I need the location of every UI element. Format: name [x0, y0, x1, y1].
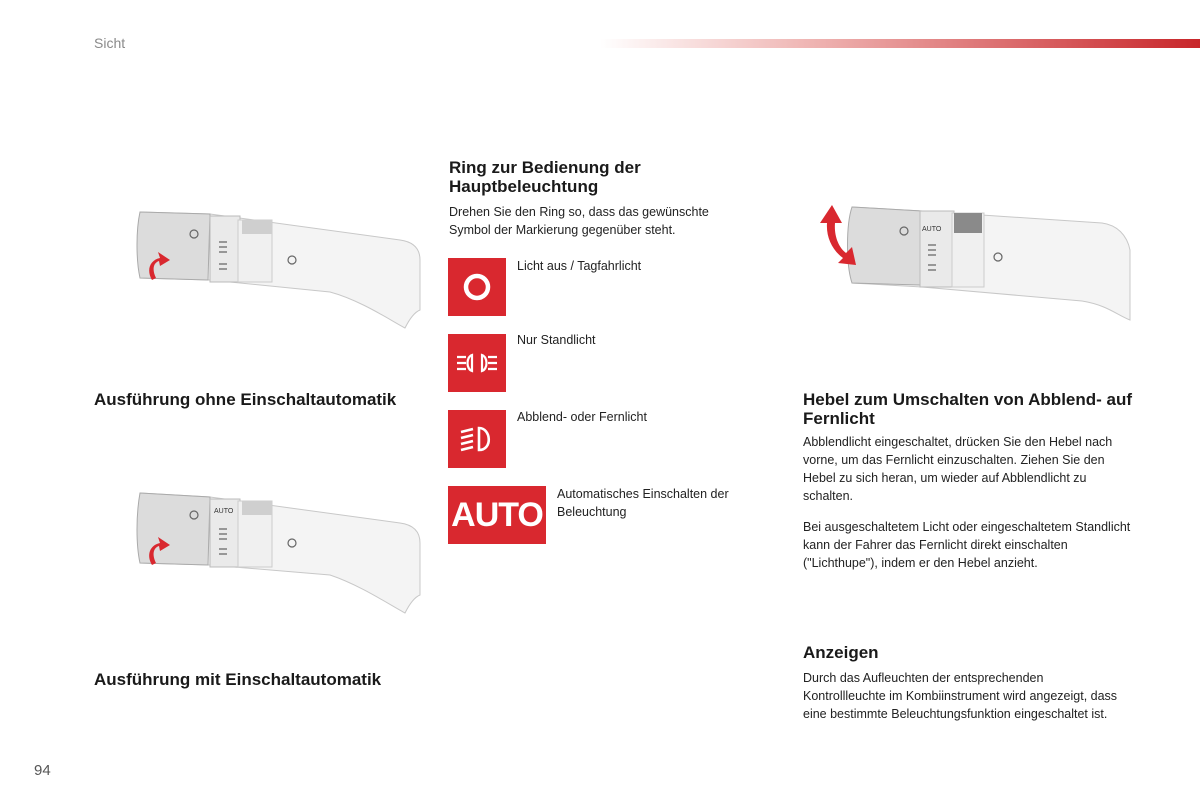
- lights-off-symbol: [448, 258, 506, 316]
- page-number: 94: [34, 762, 51, 779]
- lights-off-label: Licht aus / Tagfahrlicht: [517, 259, 642, 273]
- heading-without-auto: Ausführung ohne Einschaltautomatik: [94, 390, 397, 409]
- section-title: Sicht: [94, 35, 126, 51]
- ring-section-description: Drehen Sie den Ring so, dass das gewünschte Symbol der Markierung gegenüber steht.: [449, 205, 709, 237]
- indicators-paragraph: Durch das Aufleuchten der entsprechenden Kontrollleuchte im Kombiinstrument wird angezeigt, dass eine bestimmte Beleuchtungsfunktion eingeschaltet ist.: [803, 671, 1118, 721]
- lights-off-icon: [457, 267, 497, 307]
- auto-mark: AUTO: [922, 226, 942, 233]
- parking-light-icon: [453, 343, 501, 383]
- indicators-heading: Anzeigen: [803, 643, 879, 662]
- auto-symbol: [448, 486, 546, 544]
- auto-label: Automatisches Einschalten der Beleuchtung: [557, 487, 729, 519]
- beam-switch-paragraph-1: Abblendlicht eingeschaltet, drücken Sie den Hebel nach vorne, um das Fernlicht einzuschalten. Ziehen Sie den Hebel zu sich heran, um wieder auf Abblendlicht zu schalten.: [803, 435, 1113, 503]
- lever-illustration-without-auto: [130, 200, 425, 340]
- auto-mark: AUTO: [214, 508, 234, 515]
- lever-illustration-with-auto: [130, 485, 425, 625]
- beam-switch-paragraph-2: Bei ausgeschaltetem Licht oder eingeschaltetem Standlicht kann der Fahrer das Fernlicht direkt einschalten ("Lichthupe"), indem er den Hebel anzieht.: [803, 520, 1131, 570]
- lever-illustration-beam-switch: [812, 195, 1132, 335]
- heading-with-auto: Ausführung mit Einschaltautomatik: [94, 670, 382, 689]
- parking-light-symbol: [448, 334, 506, 392]
- parking-light-label: Nur Standlicht: [517, 333, 596, 347]
- low-high-beam-symbol: [448, 410, 506, 468]
- auto-icon: AUTO: [451, 495, 543, 534]
- low-high-beam-label: Abblend- oder Fernlicht: [517, 410, 647, 424]
- low-high-beam-icon: [455, 419, 499, 459]
- ring-section-title: Ring zur Bedienung der Hauptbeleuchtung: [449, 158, 641, 196]
- beam-switch-heading: Hebel zum Umschalten von Abblend- auf Fernlicht: [803, 390, 1133, 428]
- header-accent-bar: [600, 39, 1200, 48]
